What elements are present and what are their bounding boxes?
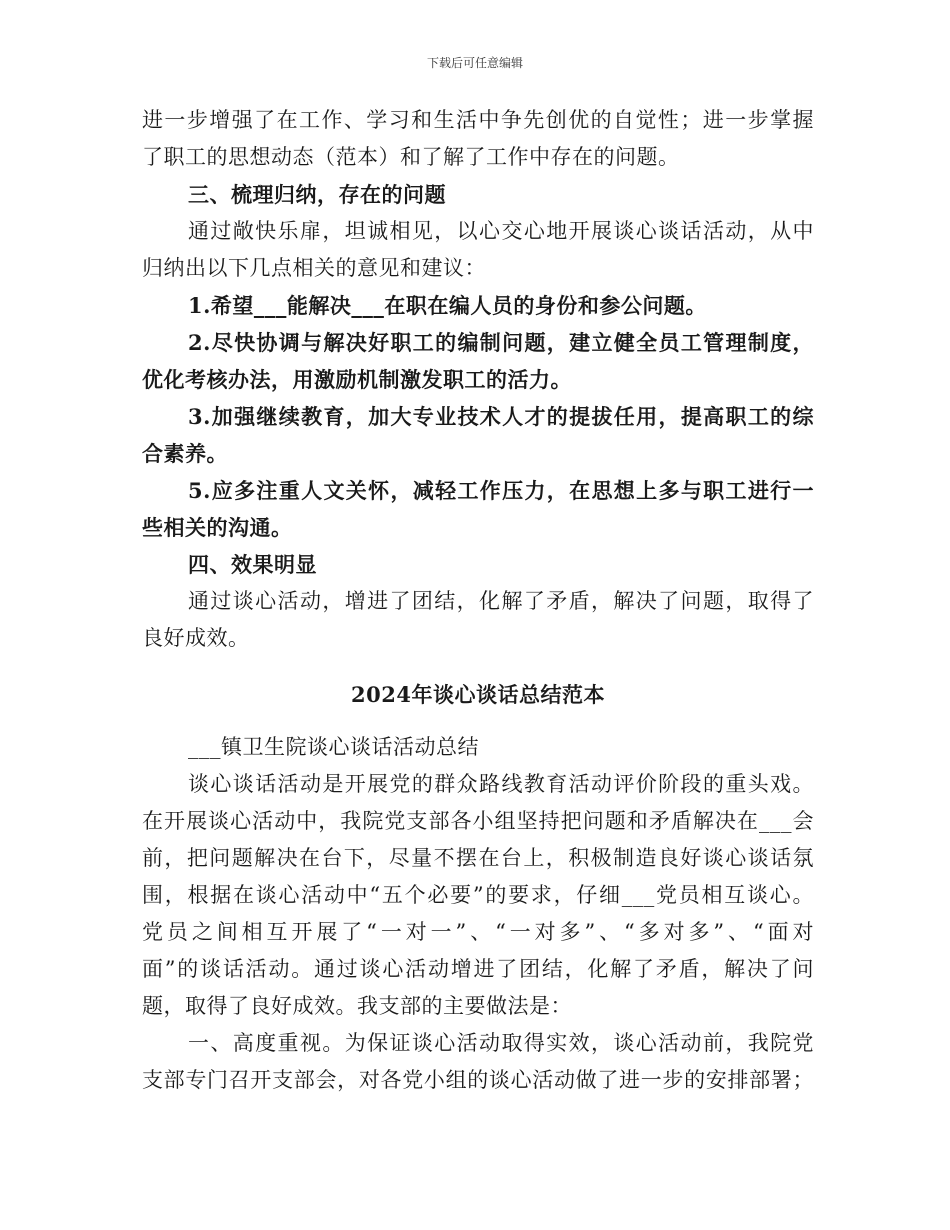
paragraph-line: 在开展谈心活动中，我院党支部各小组坚持把问题和矛盾解决在___会 — [142, 809, 814, 833]
paragraph-line: 围，根据在谈心活动中“五个必要”的要求，仔细___党员相互谈心。 — [142, 883, 814, 907]
list-item-continued: 合素养。 — [142, 441, 228, 466]
list-item: 3.加强继续教育，加大专业技术人才的提拔任用，提高职工的综 — [188, 404, 814, 429]
paragraph-line: 题，取得了良好成效。我支部的主要做法是： — [142, 994, 572, 1018]
paragraph-line: 通过敞快乐扉，坦诚相见，以心交心地开展谈心谈话活动，从中 — [188, 219, 814, 243]
section-heading: 三、梳理归纳，存在的问题 — [188, 182, 446, 207]
paragraph-line: 谈心谈话活动是开展党的群众路线教育活动评价阶段的重头戏。 — [188, 772, 814, 796]
paragraph-line: 前，把问题解决在台下，尽量不摆在台上，积极制造良好谈心谈话氛 — [142, 846, 814, 870]
paragraph-line: 良好成效。 — [142, 626, 250, 650]
list-item-continued: 些相关的沟通。 — [142, 515, 293, 540]
section-heading: 四、效果明显 — [188, 552, 317, 577]
paragraph-line: 支部专门召开支部会，对各党小组的谈心活动做了进一步的安排部署； — [142, 1068, 814, 1092]
paragraph-line: 一、高度重视。为保证谈心活动取得实效，谈心活动前，我院党 — [188, 1031, 814, 1055]
paragraph-line: 归纳出以下几点相关的意见和建议： — [142, 256, 486, 280]
paragraph-line: 了职工的思想动态（范本）和了解了工作中存在的问题。 — [142, 145, 680, 169]
subtitle-line: ___镇卫生院谈心谈话活动总结 — [188, 735, 479, 759]
list-item: 2.尽快协调与解决好职工的编制问题，建立健全员工管理制度， — [188, 330, 814, 355]
list-item: 5.应多注重人文关怀，减轻工作压力，在思想上多与职工进行一 — [188, 478, 814, 503]
paragraph-line: 通过谈心活动，增进了团结，化解了矛盾，解决了问题，取得了 — [188, 589, 814, 613]
paragraph-line: 党员之间相互开展了“一对一”、“一对多”、“多对多”、“面对 — [142, 920, 814, 944]
paragraph-line: 面”的谈话活动。通过谈心活动增进了团结，化解了矛盾，解决了问 — [142, 957, 814, 981]
document-title: 2024年谈心谈话总结范本 — [351, 682, 605, 707]
list-item-continued: 优化考核办法，用激励机制激发职工的活力。 — [142, 367, 572, 392]
document-body — [142, 102, 814, 1099]
list-item: 1.希望___能解决___在职在编人员的身份和参公问题。 — [188, 293, 707, 318]
paragraph-line: 进一步增强了在工作、学习和生活中争先创优的自觉性；进一步掌握 — [142, 108, 814, 132]
page-header: 下载后可任意编辑 — [426, 56, 523, 70]
